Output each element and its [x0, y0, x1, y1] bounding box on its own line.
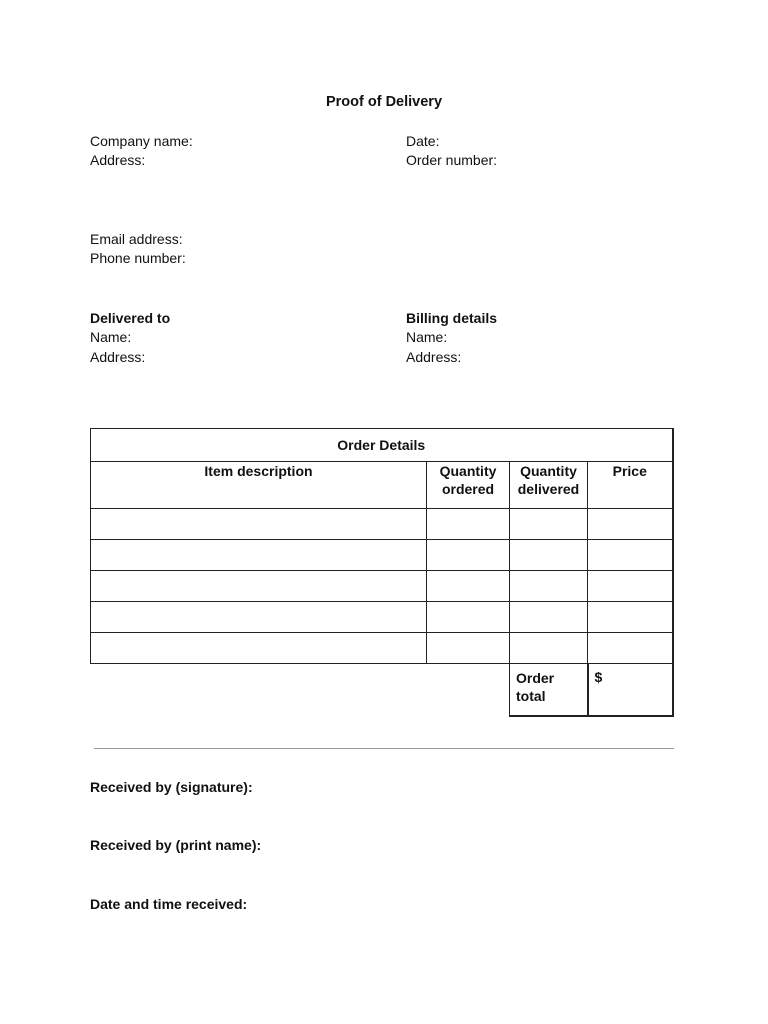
col-item-description: Item description [91, 462, 427, 509]
page-title: Proof of Delivery [325, 94, 443, 110]
received-by-print-name-label: Received by (print name): [90, 837, 262, 853]
received-by-signature-label: Received by (signature): [90, 779, 253, 795]
item-description-cell[interactable] [91, 602, 427, 633]
order-details-table [90, 428, 674, 717]
quantity-delivered-cell[interactable] [510, 633, 588, 664]
delivered-to-name-label: Name: [90, 329, 132, 345]
phone-label: Phone number: [90, 250, 186, 266]
billing-address-label: Address: [406, 349, 462, 365]
item-description-cell[interactable] [91, 571, 427, 602]
quantity-ordered-cell[interactable] [427, 633, 510, 664]
quantity-delivered-cell[interactable] [510, 571, 588, 602]
table-row [91, 633, 673, 664]
order-total-value[interactable]: $ [588, 664, 673, 717]
price-cell[interactable] [588, 602, 673, 633]
col-quantity-delivered [510, 462, 588, 509]
table-row [91, 540, 673, 571]
col-quantity-ordered-line1: Quantity [439, 463, 497, 479]
col-quantity-delivered-line1: Quantity [520, 463, 577, 479]
date-label: Date: [406, 133, 440, 149]
quantity-ordered-cell[interactable] [427, 571, 510, 602]
table-row [91, 602, 673, 633]
order-total-label-line2: total [516, 688, 546, 704]
email-label: Email address: [90, 231, 183, 247]
company-address-label: Address: [90, 152, 146, 168]
col-quantity-ordered-line2: ordered [441, 481, 495, 497]
quantity-delivered-cell[interactable] [510, 602, 588, 633]
company-name-label: Company name: [90, 133, 193, 149]
quantity-delivered-cell[interactable] [510, 509, 588, 540]
item-description-cell[interactable] [91, 633, 427, 664]
total-spacer [91, 664, 510, 717]
delivered-to-address-label: Address: [90, 349, 146, 365]
quantity-ordered-cell[interactable] [427, 540, 510, 571]
quantity-delivered-cell[interactable] [510, 540, 588, 571]
price-cell[interactable] [588, 571, 673, 602]
order-number-label: Order number: [406, 152, 498, 168]
delivered-to-heading: Delivered to [90, 310, 171, 326]
quantity-ordered-cell[interactable] [427, 509, 510, 540]
billing-name-label: Name: [406, 329, 448, 345]
billing-heading: Billing details [406, 310, 498, 326]
col-quantity-ordered [427, 462, 510, 509]
quantity-ordered-cell[interactable] [427, 602, 510, 633]
date-time-received-label: Date and time received: [90, 896, 248, 912]
col-price: Price [588, 462, 673, 509]
table-row [91, 509, 673, 540]
price-cell[interactable] [588, 540, 673, 571]
table-row [91, 571, 673, 602]
item-description-cell[interactable] [91, 540, 427, 571]
price-cell[interactable] [588, 509, 673, 540]
order-details-title: Order Details [91, 429, 673, 462]
section-divider [94, 748, 674, 749]
order-total-label [510, 664, 588, 717]
item-description-cell[interactable] [91, 509, 427, 540]
price-cell[interactable] [588, 633, 673, 664]
col-quantity-delivered-line2: delivered [517, 481, 580, 497]
order-total-label-line1: Order [516, 670, 555, 686]
